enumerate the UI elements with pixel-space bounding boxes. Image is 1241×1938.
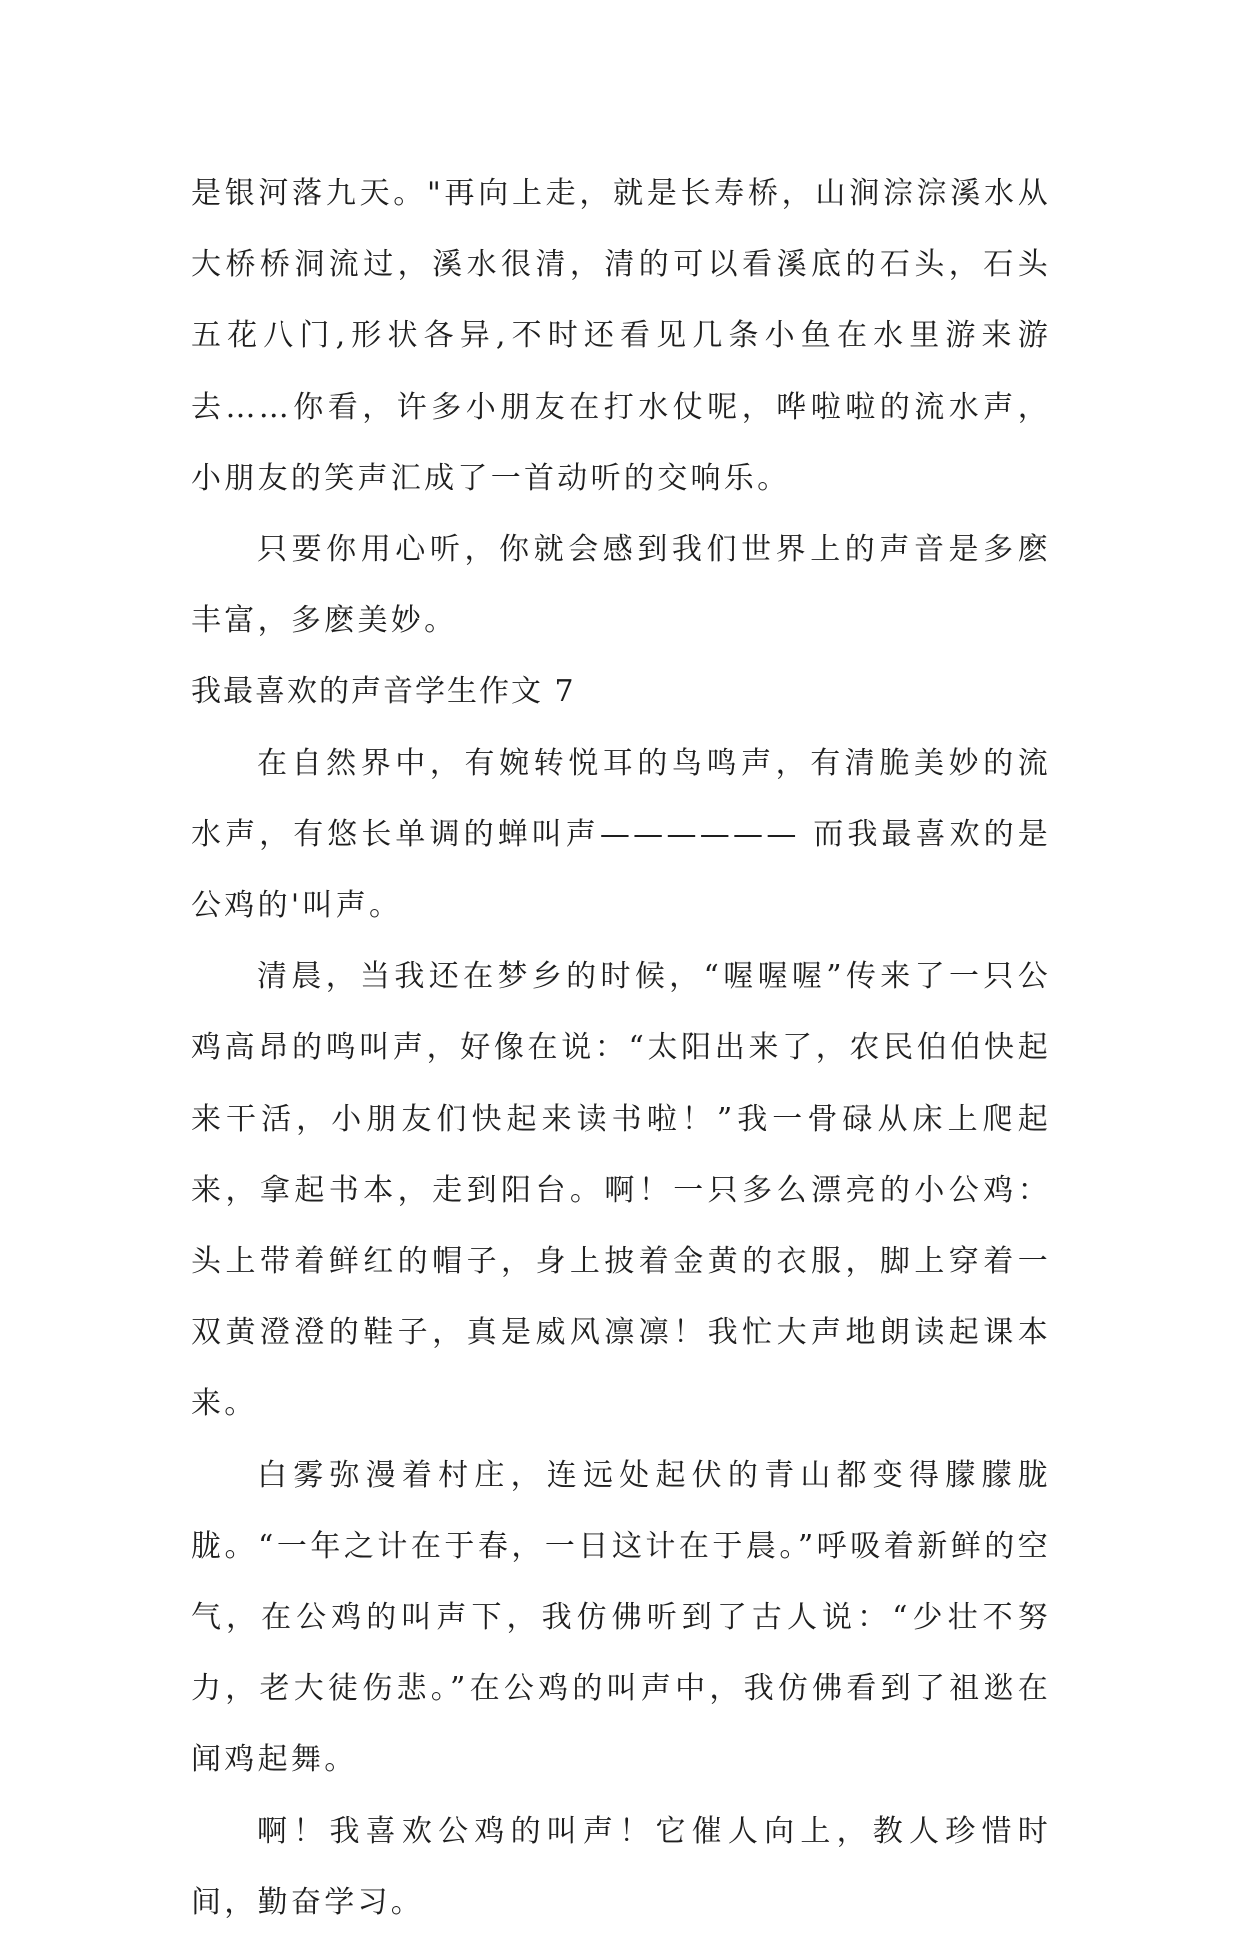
paragraph-village: 白雾弥漫着村庄，连远处起伏的青山都变得朦朦胧胧。“一年之计在于春，一日这计在于晨。”呼吸着新鲜的空气，在公鸡的叫声下，我仿佛听到了古人说：“少壮不努力，老大徒伤悲。”在公鸡的叫声中，我仿佛看到了祖逖在闻鸡起舞。 <box>191 1457 1051 1778</box>
paragraph-continuation: 是银河落九天。"再向上走，就是长寿桥，山涧淙淙溪水从大桥桥洞流过，溪水很清，清的可以看溪底的石头，石头五花八门,形状各异,不时还看见几条小鱼在水里游来游去……你看，许多小朋友在打水仗呢，哗啦啦的流水声，小朋友的笑声汇成了一首动听的交响乐。 <box>191 176 1051 496</box>
document-page <box>191 158 1051 1938</box>
paragraph-morning: 清晨，当我还在梦乡的时候，“喔喔喔”传来了一只公鸡高昂的鸣叫声，好像在说：“太阳出来了，农民伯伯快起来干活，小朋友们快起来读书啦！”我一骨碌从床上爬起来，拿起书本，走到阳台。啊！一只多么漂亮的小公鸡：头上带着鲜红的帽子，身上披着金黄的衣服，脚上穿着一双黄澄澄的鞋子，真是威风凛凛！我忙大声地朗读起课本来。 <box>191 959 1051 1422</box>
paragraph-intro: 在自然界中，有婉转悦耳的鸟鸣声，有清脆美妙的流水声，有悠长单调的蝉叫声—————— 而我最喜欢的是公鸡的'叫声。 <box>191 745 1051 924</box>
paragraph-ending: 啊！我喜欢公鸡的叫声！它催人向上，教人珍惜时间，勤奋学习。 <box>191 1813 1051 1920</box>
paragraph-conclusion: 只要你用心听，你就会感到我们世界上的声音是多麽丰富，多麽美妙。 <box>191 532 1051 639</box>
essay-heading: 我最喜欢的声音学生作文 7 <box>191 674 576 710</box>
